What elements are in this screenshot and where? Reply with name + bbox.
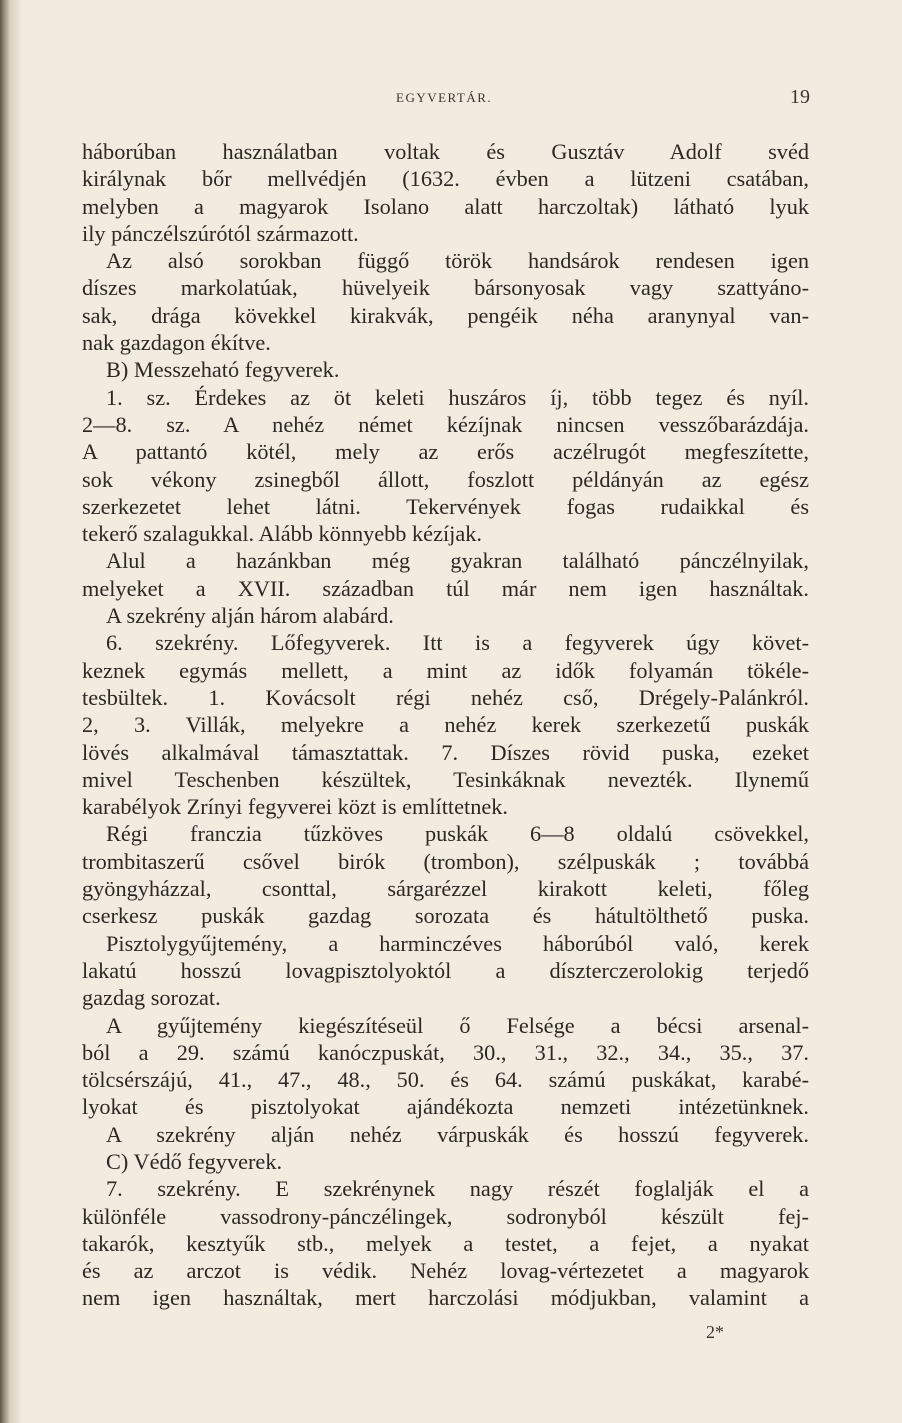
text-line: cserkesz puskák gazdag sorozata és hátultölthető puska. (82, 903, 809, 929)
section-heading: B) Messzeható fegyverek. (106, 357, 340, 383)
text-line: mivel Teschenben készültek, Tesinkáknak nevezték. Ilynemű (82, 766, 809, 792)
text-line: nak gazdagon ékítve. (82, 330, 271, 356)
text-line: díszes markolatúak, hüvelyeik bársonyosak vagy szattyáno- (82, 275, 809, 301)
printer-signature: 2* (706, 1322, 724, 1342)
text-line: melyben a magyarok Isolano alatt harczoltak) látható lyuk (82, 193, 809, 219)
text-line: ily pánczélszúrótól származott. (82, 220, 359, 246)
text-line: nem igen használtak, mert harczolási módjukban, valamint a (82, 1285, 809, 1311)
page-header (0, 86, 902, 114)
text-line: Pisztolygyűjtemény, a harminczéves háborúból való, kerek (106, 930, 809, 956)
text-line: királynak bőr mellvédjén (1632. évben a lützeni csatában, (82, 166, 809, 192)
text-line: gazdag sorozat. (82, 985, 221, 1011)
text-line: 2, 3. Villák, melyekre a nehéz kerek szerkezetű puskák (82, 712, 809, 738)
text-line: háborúban használatban voltak és Gusztáv Adolf svéd (82, 139, 809, 164)
page-number: 19 (790, 86, 810, 108)
text-line: karabélyok Zrínyi fegyverei közt is említtetnek. (82, 794, 508, 820)
page-binding-edge (0, 0, 22, 1423)
body-text (82, 138, 809, 1312)
text-line: 2—8. sz. A nehéz német kézíjnak nincsen vesszőbarázdája. (82, 411, 809, 437)
text-line: A szekrény alján nehéz várpuskák és hosszú fegyverek. (106, 1121, 809, 1147)
text-line: 1. sz. Érdekes az öt keleti huszáros íj, több tegez és nyíl. (106, 384, 809, 410)
text-line: lyokat és pisztolyokat ajándékozta nemzeti intézetünknek. (82, 1094, 809, 1120)
text-line: lövés alkalmával támasztattak. 7. Díszes rövid puska, ezeket (82, 739, 809, 765)
text-line: takarók, kesztyűk stb., melyek a testet, a fejet, a nyakat (82, 1230, 809, 1256)
text-line: tekerő szalagukkal. Alább könnyebb kézíjak. (82, 521, 482, 547)
text-line: A pattantó kötél, mely az erős aczélrugót megfeszítette, (82, 439, 809, 465)
text-line: lakatú hosszú lovagpisztolyoktól a díszterczerolokig terjedő (82, 957, 809, 983)
text-line: gyöngyházzal, csonttal, sárgarézzel kirakott keleti, főleg (82, 876, 809, 902)
text-line: sok vékony zsinegből állott, foszlott példányán az egész (82, 466, 809, 492)
text-line: sak, drága kövekkel kirakvák, pengéik néha aranynyal van- (82, 302, 809, 328)
text-line: ból a 29. számú kanóczpuskát, 30., 31., 32., 34., 35., 37. (82, 1039, 809, 1065)
text-line: Régi franczia tűzköves puskák 6—8 oldalú csövekkel, (106, 821, 809, 847)
section-heading: C) Védő fegyverek. (106, 1148, 283, 1174)
text-line: szerkezetet lehet látni. Tekervények fogas rudaikkal és (82, 493, 809, 519)
text-line: trombitaszerű csővel birók (trombon), szélpuskák ; továbbá (82, 848, 809, 874)
running-head: EGYVERTÁR. (396, 90, 493, 105)
text-line: A szekrény alján három alabárd. (106, 603, 394, 629)
text-line: keznek egymás mellett, a mint az idők folyamán tökéle- (82, 657, 809, 683)
text-line: és az arczot is védik. Nehéz lovag-vértezetet a magyarok (82, 1258, 809, 1284)
text-line: tölcsérszájú, 41., 47., 48., 50. és 64. számú puskákat, karabé- (82, 1067, 809, 1093)
text-line: tesbültek. 1. Kovácsolt régi nehéz cső, Drégely-Palánkról. (82, 684, 809, 710)
text-line: A gyűjtemény kiegészítéseül ő Felsége a bécsi arsenal- (106, 1012, 809, 1038)
text-line: melyeket a XVII. században túl már nem igen használtak. (82, 575, 809, 601)
text-line: Az alsó sorokban függő török handsárok rendesen igen (106, 248, 809, 274)
text-line: különféle vassodrony-pánczélingek, sodronyból készült fej- (82, 1203, 809, 1229)
text-line: 6. szekrény. Lőfegyverek. Itt is a fegyverek úgy követ- (106, 630, 809, 656)
text-line: Alul a hazánkban még gyakran található pánczélnyilak, (106, 548, 809, 574)
text-line: 7. szekrény. E szekrénynek nagy részét foglalják el a (106, 1176, 809, 1202)
